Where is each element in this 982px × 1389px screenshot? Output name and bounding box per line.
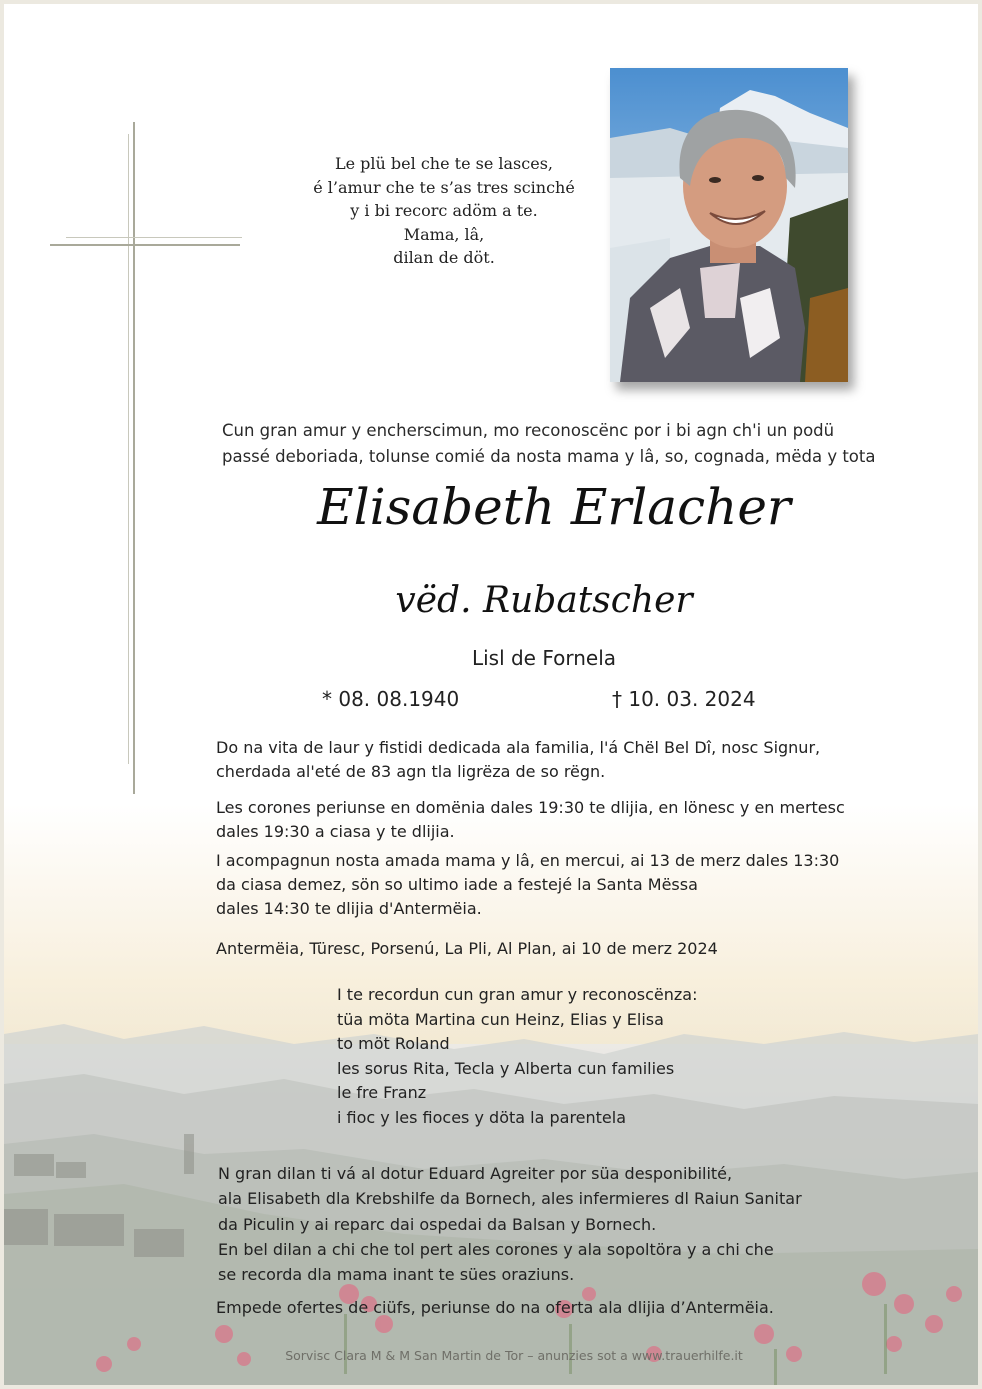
family-line: les sorus Rita, Tecla y Alberta cun families [337,1058,675,1078]
poem-line: y i bi recorc adöm a te. [350,201,538,220]
intro-text [222,418,875,470]
donation-note: Empede ofertes de ciüfs, periunse do na oferta ala dlijia d’Antermëia. [216,1298,774,1317]
death-date: † 10. 03. 2024 [612,687,756,711]
poem-line: dilan de döt. [393,248,495,267]
footer-credit: Sorvisc Clara M & M San Martin de Tor – anunzies sot a www.trauerhilfe.it [285,1348,743,1363]
thanks-line: da Piculin y ai reparc dai ospedai da Balsan y Bornech. [218,1214,657,1234]
thanks-line: En bel dilan a chi che tol pert ales corones y ala sopoltöra y a chi che [218,1239,774,1259]
family-line: i fioc y les fioces y döta la parentela [337,1107,627,1127]
rosary-paragraph [216,796,845,844]
portrait-photo [610,68,848,382]
family-line: le fre Franz [337,1083,427,1102]
thanks-paragraph [218,1161,802,1287]
paragraph-line: Les corones periunse en domënia dales 19:30 te dlijia, en lönesc y en mertesc [216,798,845,817]
family-line: tüa möta Martina cun Heinz, Elias y Elisa [337,1009,664,1029]
poem-line: é l’amur che te s’as tres scinché [313,177,575,197]
funeral-paragraph [216,849,839,921]
deceased-name: Elisabeth Erlacher [317,478,791,536]
poem-line: Le plü bel che te se lasces, [334,154,553,173]
place-date: Antermëia, Türesc, Porsenú, La Pli, Al Plan, ai 10 de merz 2024 [216,939,718,958]
birth-date: * 08. 08.1940 [322,687,460,711]
paragraph-line: I acompagnun nosta amada mama y lâ, en mercui, ai 13 de merz dales 13:30 [216,851,840,870]
paragraph-line: Do na vita de laur y fistidi dedicada ala familia, l'á Chël Bel Dî, nosc Signur, [216,738,821,757]
life-paragraph [216,736,820,784]
nickname: Lisl de Fornela [471,646,617,670]
intro-line: passé deboriada, tolunse comié da nosta mama y lâ, so, cognada, mëda y tota [222,447,876,466]
paragraph-line: dales 19:30 a ciasa y te dlijia. [216,822,455,841]
poem [294,152,594,270]
thanks-line: N gran dilan ti vá al dotur Eduard Agreiter por süa desponibilité, [218,1164,733,1183]
family-line: I te recordun cun gran amur y reconoscënza: [337,985,698,1004]
paragraph-line: cherdada al'eté de 83 agn tla ligrëza de so rëgn. [216,762,606,781]
family-line: to möt Roland [337,1034,450,1053]
thanks-line: se recorda dla mama inant te sües oraziuns. [218,1265,575,1285]
family-list [337,983,697,1130]
paragraph-line: da ciasa demez, sön so ultimo iade a festejé la Santa Mëssa [216,875,698,894]
maiden-name: vëd. Rubatscher [395,580,693,621]
poem-line: Mama, lâ, [403,224,485,244]
obituary-page [4,4,978,1385]
paragraph-line: dales 14:30 te dlijia d'Antermëia. [216,899,482,918]
intro-line: Cun gran amur y encherscimun, mo reconoscënc por i bi agn ch'i un podü [222,421,835,440]
thanks-line: ala Elisabeth dla Krebshilfe da Bornech, ales infermieres dl Raiun Sanitar [218,1189,802,1209]
